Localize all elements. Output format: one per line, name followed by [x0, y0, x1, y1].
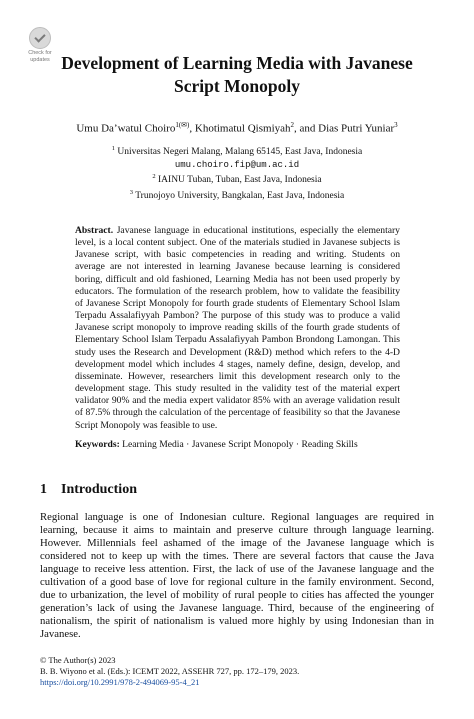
- section-number: 1: [40, 482, 47, 497]
- author-1-affil: 1(✉): [175, 121, 190, 129]
- author-3-affil: 3: [394, 121, 398, 129]
- author-2-affil: 2: [290, 121, 295, 129]
- citation: B. B. Wiyono et al. (Eds.): ICEMT 2022, ASSEHR 727, pp. 172–179, 2023.: [40, 666, 300, 677]
- author-list: [20, 121, 454, 135]
- paper-title: Development of Learning Media with Javanese Script Monopoly: [61, 53, 413, 96]
- affiliation-2-number: 2: [152, 173, 156, 181]
- affiliation-3-text: Trunojoyo University, Bangkalan, East Java, Indonesia: [132, 190, 345, 201]
- section-heading: [40, 482, 137, 498]
- abstract-label: Abstract.: [75, 225, 114, 236]
- corresponding-email[interactable]: [40, 159, 434, 172]
- abstract: [75, 225, 400, 432]
- affiliation-3: [40, 187, 434, 203]
- copyright: © The Author(s) 2023: [40, 655, 116, 665]
- affiliation-2-text: IAINU Tuban, Tuban, East Java, Indonesia: [155, 175, 322, 186]
- affiliation-2: [40, 171, 434, 187]
- affiliation-3-number: 3: [129, 188, 133, 196]
- footer: [40, 655, 299, 689]
- doi-link[interactable]: https://doi.org/10.2991/978-2-494069-95-4_21: [40, 677, 200, 688]
- author-3: , and Dias Putri Yuniar: [294, 122, 395, 135]
- checkmark-icon: [29, 27, 51, 49]
- badge-line1: Check for: [28, 50, 52, 56]
- keywords: [75, 439, 400, 450]
- keywords-label: Keywords:: [75, 439, 120, 450]
- author-1: Umu Da’watul Choiro: [76, 122, 176, 135]
- affiliation-1-text: Universitas Negeri Malang, Malang 65145, East Java, Indonesia: [115, 147, 363, 158]
- section-title: Introduction: [61, 482, 137, 497]
- badge-line2: updates: [30, 57, 50, 63]
- affiliation-1: [40, 143, 434, 159]
- author-2: , Khotimatul Qismiyah: [189, 122, 291, 135]
- abstract-text: Javanese language in educational institutions, especially the elementary level, is a local content subject. One of the materials studied in Javanese subjects is Javanese script, with basic competencies in reading and writing. Students on average are not interested in learning Javanese because learning is considered boring, difficult and old fashioned, Learning Media has not been used properly by educators. The formulation of the research problem, how to validate the feasibility of Javanese Script Monopoly for fourth grade students of Elementary School Islam Terpadu Assalafiyyah Pambon? The purpose of this study was to produce a valid Javanese script monopoly to improve reading skills of the fourth grade students of Elementary School Islam Terpadu Assalafiyyah Pambon Brondong Lamongan. This study uses the Research and Development (R&D) method which refers to the 4-D development model which includes 4 stages, namely define, design, develop, and disseminate. However, researchers limit this development research only to the development stage. This study resulted in the validity test of the material expert validator 90% and the media expert validator 85% with an average validation result of 87.5% through the calculation of the percentage of feasibility so that the Javanese Script Monopoly was feasible to use.: [75, 225, 400, 431]
- email-link[interactable]: umu.choiro.fip@um.ac.id: [174, 159, 300, 170]
- affiliations: [40, 143, 434, 202]
- keywords-text: Learning Media · Javanese Script Monopoly · Reading Skills: [122, 439, 358, 450]
- affiliation-1-number: 1: [111, 145, 116, 152]
- body-paragraph: Regional language is one of Indonesian culture. Regional languages are required in learning, because it aims to maintain and preserve culture through language learning. However. Millennials feel ashamed of the image of the Javanese language which is considered not to keep up with the times. There are several factors that cause the Java language to receive less attention. First, the lack of use of the Javanese language and the cultivation of a good base of love for regional culture in the family environment. Second, due to urbanization, the level of mobility of rural people to cities has affected the younger generation’s lack of using the Javanese language. Third, because of the engineering of nationalism, the spirit of nationalism is valued more highly by using Indonesian than in Javanese.: [40, 511, 434, 641]
